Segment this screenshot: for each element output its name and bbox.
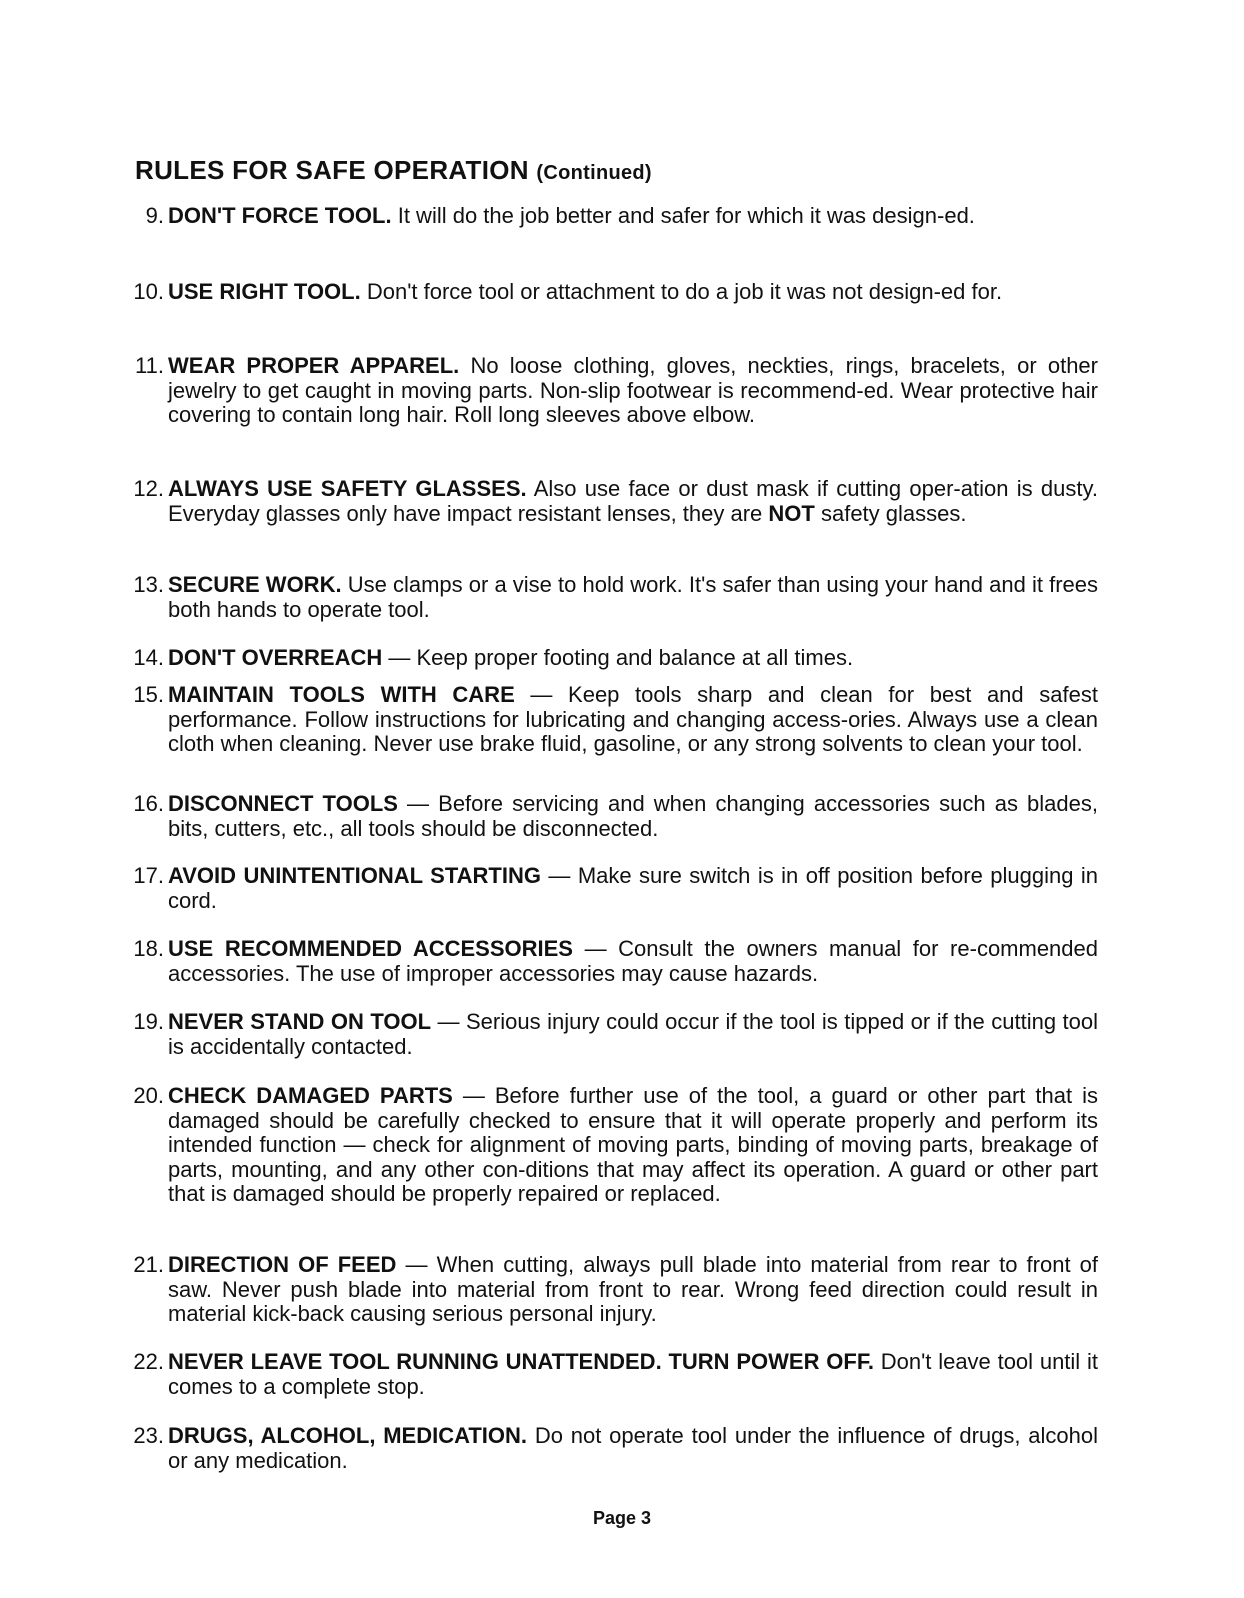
rule-item	[118, 1350, 1098, 1399]
rule-number: 9.	[145, 203, 164, 228]
rule-body: Don't leave tool until it comes to a complete stop.	[168, 1349, 1098, 1399]
rule-number: 10.	[133, 279, 164, 304]
rule-item	[118, 1253, 1098, 1327]
rule-body: — Make sure switch is in off position before plugging in cord.	[168, 863, 1099, 913]
rule-body: — Before further use of the tool, a guard or other part that is damaged should be carefully checked to ensure that it will operate properly and perform its intended function — check for alignment of moving parts, binding of moving parts, breakage of parts, mounting, and any other con-ditions that may affect its operation. A guard or other part that is damaged should be properly repaired or replaced.	[168, 1083, 1098, 1206]
rule-number: 14.	[133, 645, 164, 670]
rule-heading: DON'T FORCE TOOL.	[168, 203, 392, 228]
rule-body: It will do the job better and safer for which it was design-ed.	[391, 203, 975, 228]
rule-number: 20.	[133, 1083, 164, 1108]
rule-heading: DON'T OVERREACH	[168, 645, 383, 670]
rule-item	[118, 792, 1098, 841]
rule-number: 15.	[133, 682, 164, 707]
rule-item	[118, 354, 1098, 428]
rule-item	[118, 646, 1098, 671]
rule-heading: WEAR PROPER APPAREL.	[168, 353, 460, 378]
title-continued: (Continued)	[536, 162, 652, 184]
rule-heading: AVOID UNINTENTIONAL STARTING	[168, 863, 541, 888]
rule-heading: NEVER STAND ON TOOL	[168, 1009, 432, 1034]
rule-item	[118, 683, 1098, 757]
rule-heading: DIRECTION OF FEED	[168, 1252, 397, 1277]
rule-body: — Consult the owners manual for re-commended accessories. The use of improper accessories may cause hazards.	[168, 936, 1099, 986]
rule-number: 12.	[133, 476, 164, 501]
page-title	[135, 155, 652, 186]
rule-item	[118, 573, 1098, 622]
rule-number: 11.	[135, 353, 164, 378]
rule-item	[118, 204, 1098, 229]
rule-item	[118, 1084, 1098, 1207]
rule-heading: ALWAYS USE SAFETY GLASSES.	[168, 476, 527, 501]
rule-heading: SECURE WORK.	[168, 572, 342, 597]
page-number: Page 3	[592, 1508, 652, 1528]
rule-number: 17.	[133, 863, 164, 888]
rule-number: 22.	[133, 1349, 164, 1374]
rule-heading: DISCONNECT TOOLS	[168, 791, 398, 816]
rule-emphasis: NOT	[768, 500, 815, 526]
rule-item	[118, 864, 1098, 913]
rule-number: 16.	[133, 791, 164, 816]
rule-heading: DRUGS, ALCOHOL, MEDICATION.	[168, 1423, 528, 1448]
title-main: RULES FOR SAFE OPERATION	[135, 155, 529, 185]
rule-body-tail: safety glasses.	[814, 500, 967, 526]
rule-item	[118, 1010, 1098, 1059]
rule-body: Do not operate tool under the influence of drugs, alcohol or any medication.	[168, 1423, 1098, 1473]
rule-body: — Before servicing and when changing accessories such as blades, bits, cutters, etc., all tools should be disconnected.	[168, 791, 1098, 841]
rule-body: — Keep tools sharp and clean for best and safest performance. Follow instructions for lubricating and changing access-ories. Always use a clean cloth when cleaning. Never use brake fluid, gasoline, or any strong solvents to clean your tool.	[168, 682, 1098, 756]
rule-body: — Keep proper footing and balance at all times.	[382, 645, 854, 670]
rule-number: 19.	[133, 1009, 164, 1034]
rule-heading: MAINTAIN TOOLS WITH CARE	[168, 682, 515, 707]
rule-item	[118, 1424, 1098, 1473]
rule-item	[118, 477, 1098, 526]
rule-heading: CHECK DAMAGED PARTS	[168, 1083, 453, 1108]
rule-body: Also use face or dust mask if cutting oper-ation is dusty. Everyday glasses only have impact resistant lenses, they are	[168, 476, 1098, 526]
rule-body: — Serious injury could occur if the tool is tipped or if the cutting tool is accidentally contacted.	[168, 1009, 1098, 1059]
rule-body: No loose clothing, gloves, neckties, rings, bracelets, or other jewelry to get caught in moving parts. Non-slip footwear is recommend-ed. Wear protective hair covering to contain long hair. Roll long sleeves above elbow.	[168, 353, 1098, 427]
rule-number: 21.	[133, 1252, 164, 1277]
rule-number: 18.	[133, 936, 164, 961]
rule-number: 13.	[133, 572, 164, 597]
rule-body: — When cutting, always pull blade into material from rear to front of saw. Never push blade into material from front to rear. Wrong feed direction could result in material kick-back causing serious personal injury.	[168, 1252, 1099, 1326]
rule-heading: NEVER LEAVE TOOL RUNNING UNATTENDED. TURN POWER OFF.	[168, 1349, 874, 1374]
rule-number: 23.	[133, 1423, 164, 1448]
rule-heading: USE RECOMMENDED ACCESSORIES	[168, 936, 573, 961]
rule-item	[118, 937, 1098, 986]
rule-body: Don't force tool or attachment to do a job it was not design-ed for.	[360, 279, 1003, 304]
rule-heading: USE RIGHT TOOL.	[168, 279, 361, 304]
rule-body: Use clamps or a vise to hold work. It's safer than using your hand and it frees both hands to operate tool.	[168, 572, 1098, 622]
rule-item	[118, 280, 1098, 305]
